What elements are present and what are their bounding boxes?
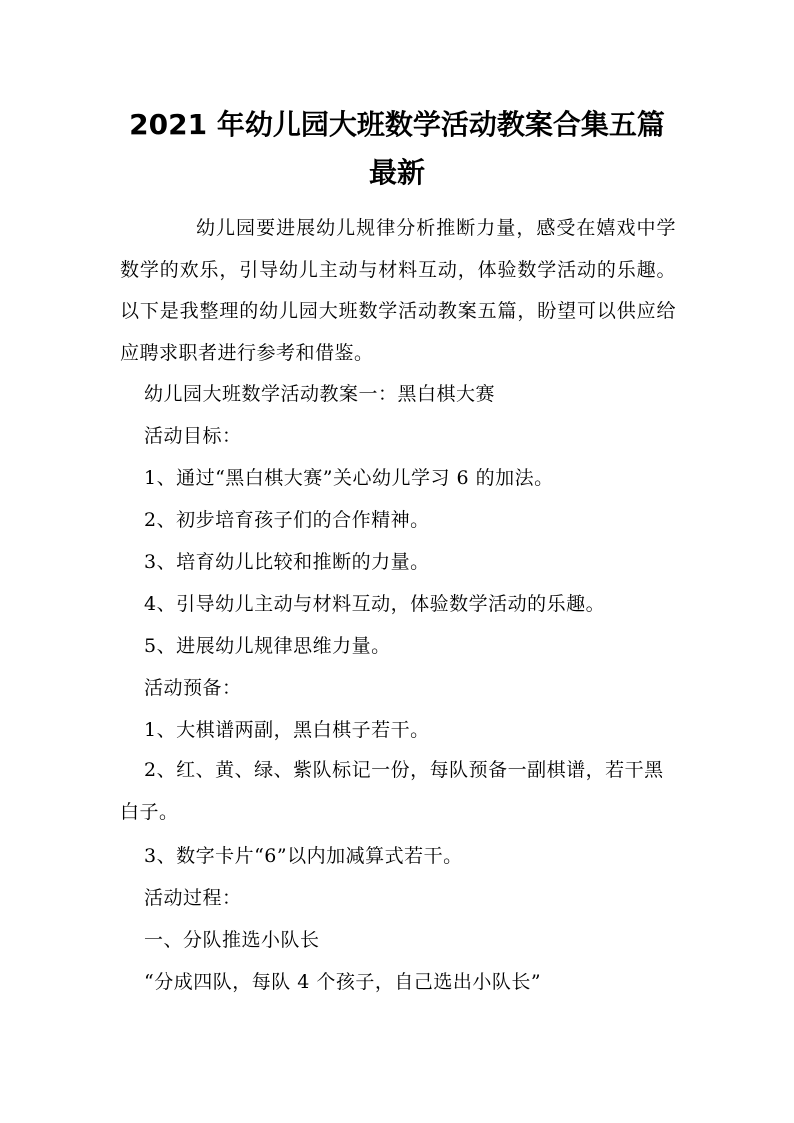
document-title-line-1: 2021 年幼儿园大班数学活动教案合集五篇 xyxy=(129,108,665,141)
list-item-goal-3: 3、培育幼儿比较和推断的力量。 xyxy=(144,551,430,573)
process-quote: “分成四队，每队 4 个孩子，自己选出小队长” xyxy=(144,971,542,993)
process-step-1: 一、分队推选小队长 xyxy=(144,929,320,951)
intro-paragraph: 幼儿园要进展幼儿规律分析推断力量，感受在嬉戏中学数学的欢乐，引导幼儿主动与材料互动，体验数学活动的乐趣。以下是我整理的幼儿园大班数学活动教案五篇，盼望可以供应给应聘求职者进行参考和借鉴。 xyxy=(120,217,676,364)
list-item-goal-2: 2、初步培育孩子们的合作精神。 xyxy=(144,509,430,531)
list-item-goal-4: 4、引导幼儿主动与材料互动，体验数学活动的乐趣。 xyxy=(144,593,606,615)
list-item-prep-3: 3、数字卡片“6”以内加减算式若干。 xyxy=(144,845,463,867)
section-heading-process: 活动过程： xyxy=(144,887,242,909)
document-title-line-2: 最新 xyxy=(368,156,425,189)
section-heading-goals: 活动目标： xyxy=(144,425,242,447)
list-item-goal-1: 1、通过“黑白棋大赛”关心幼儿学习 6 的加法。 xyxy=(144,467,554,489)
list-item-prep-2: 2、红、黄、绿、紫队标记一份，每队预备一副棋谱，若干黑白子。 xyxy=(120,759,664,823)
list-item-prep-1: 1、大棋谱两副，黑白棋子若干。 xyxy=(144,719,430,741)
section-heading-lesson-one: 幼儿园大班数学活动教案一：黑白棋大赛 xyxy=(144,383,496,405)
list-item-goal-5: 5、进展幼儿规律思维力量。 xyxy=(144,635,391,657)
section-heading-preparation: 活动预备： xyxy=(144,677,242,699)
